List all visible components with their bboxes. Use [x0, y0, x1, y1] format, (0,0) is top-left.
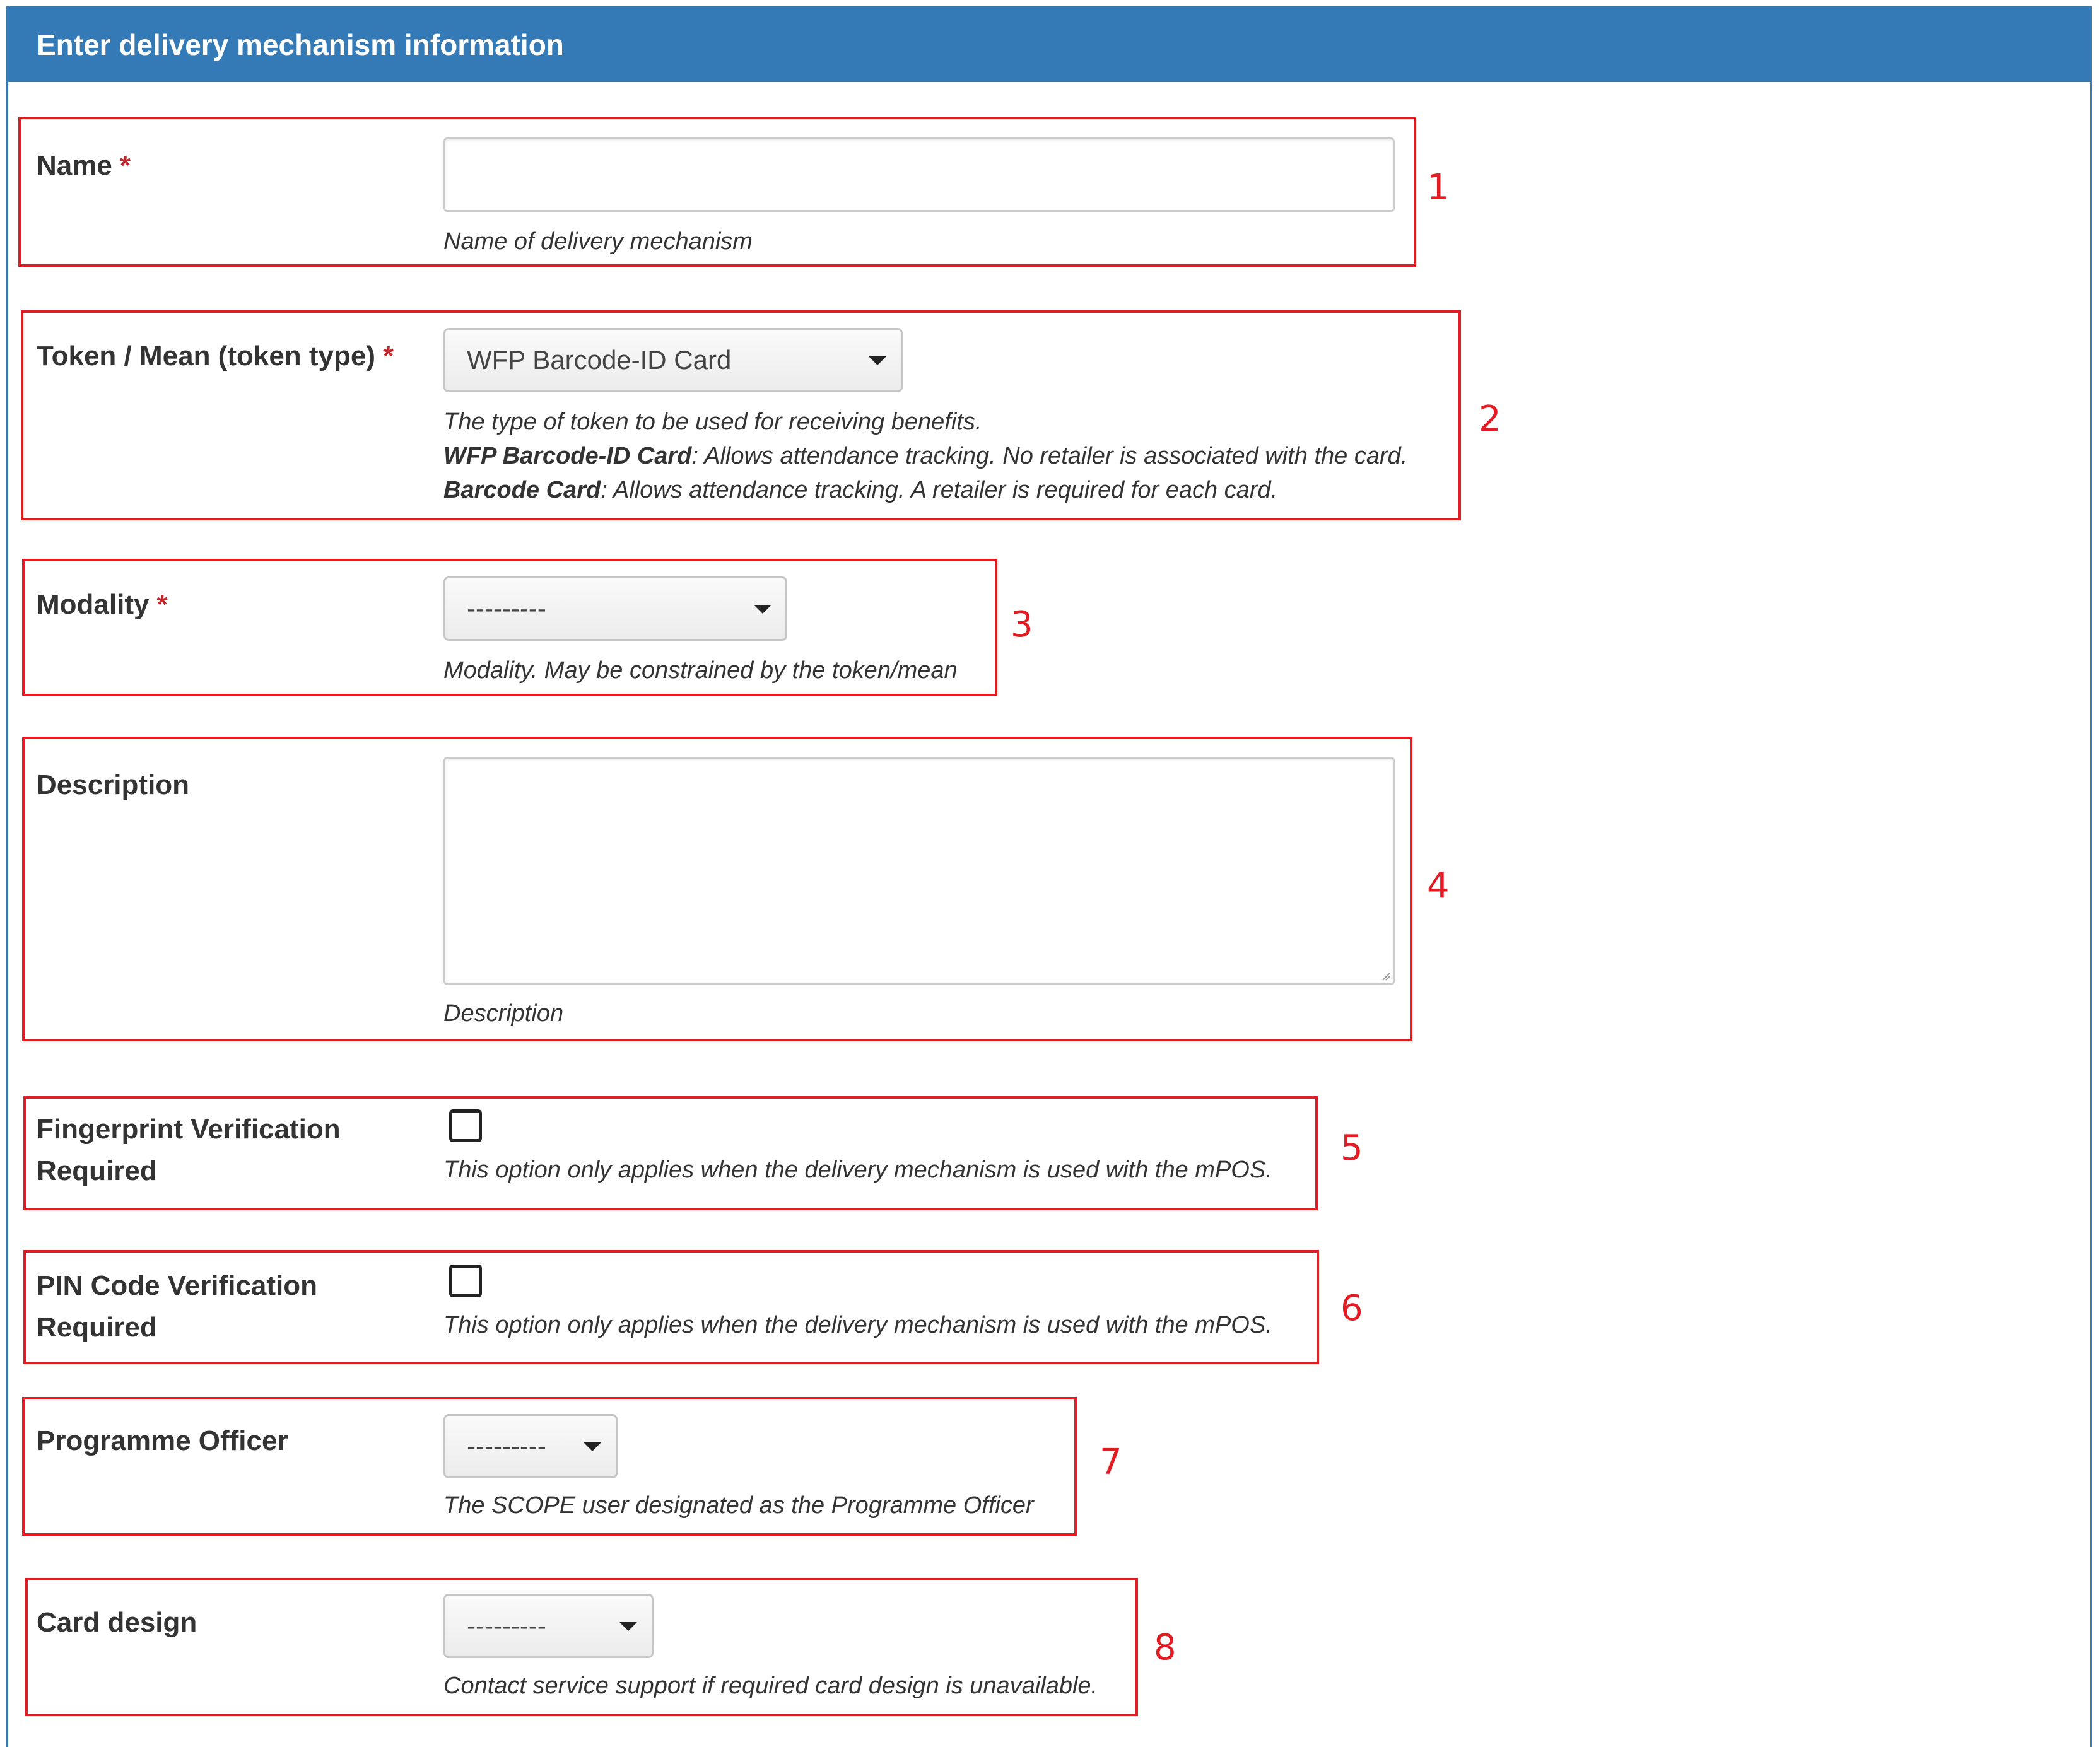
wfp-barcode-id-card-description: : Allows attendance tracking. No retailer is associated with the card.	[691, 443, 1408, 469]
annotation-number-4: 4	[1427, 865, 1450, 906]
description-textarea[interactable]	[443, 757, 1395, 985]
annotation-number-5: 5	[1340, 1128, 1363, 1169]
token-help-line1: The type of token to be used for receiving benefits.	[443, 409, 982, 435]
annotation-number-1: 1	[1427, 167, 1450, 208]
modality-selected-value: ---------	[467, 593, 546, 623]
pin-label-line1: PIN Code Verification	[37, 1270, 317, 1301]
description-help-text: Description	[443, 1000, 564, 1027]
name-label-text: Name	[37, 150, 112, 181]
required-marker: *	[156, 589, 168, 620]
required-marker: *	[383, 341, 394, 371]
name-label	[37, 145, 131, 187]
token-type-selected-value: WFP Barcode-ID Card	[467, 345, 732, 375]
annotation-number-8: 8	[1154, 1627, 1176, 1668]
resize-handle-icon[interactable]	[1381, 972, 1390, 981]
modality-label	[37, 584, 168, 626]
modality-select[interactable]	[443, 576, 787, 641]
fingerprint-label-line1: Fingerprint Verification	[37, 1114, 341, 1145]
token-type-select[interactable]	[443, 328, 903, 392]
annotation-number-7: 7	[1100, 1442, 1122, 1483]
pin-verification-checkbox[interactable]	[449, 1265, 482, 1297]
card-design-label: Card design	[37, 1607, 197, 1638]
card-design-selected-value: ---------	[467, 1611, 546, 1640]
chevron-down-icon	[584, 1442, 601, 1451]
annotation-number-2: 2	[1479, 399, 1501, 440]
chevron-down-icon	[869, 356, 886, 365]
card-design-select[interactable]	[443, 1594, 654, 1658]
annotation-number-6: 6	[1340, 1288, 1363, 1329]
token-help-line3	[443, 473, 1277, 507]
programme-officer-help-text: The SCOPE user designated as the Programme Officer	[443, 1492, 1034, 1519]
barcode-card-description: : Allows attendance tracking. A retailer is required for each card.	[601, 477, 1278, 503]
required-marker: *	[119, 150, 131, 181]
chevron-down-icon	[619, 1622, 637, 1631]
programme-officer-selected-value: ---------	[467, 1431, 546, 1461]
programme-officer-label: Programme Officer	[37, 1425, 288, 1456]
token-label-text: Token / Mean (token type)	[37, 341, 376, 371]
token-help-line2	[443, 439, 1407, 473]
fingerprint-help-text: This option only applies when the delivery mechanism is used with the mPOS.	[443, 1157, 1272, 1183]
pin-label-line2: Required	[37, 1312, 157, 1343]
modality-label-text: Modality	[37, 589, 150, 620]
description-label: Description	[37, 769, 190, 800]
name-input[interactable]	[443, 137, 1395, 212]
annotation-number-3: 3	[1011, 604, 1033, 645]
pin-help-text: This option only applies when the delivery mechanism is used with the mPOS.	[443, 1312, 1272, 1338]
card-design-help-text: Contact service support if required card design is unavailable.	[443, 1673, 1098, 1699]
programme-officer-select[interactable]	[443, 1414, 618, 1478]
panel-title: Enter delivery mechanism information	[8, 8, 2090, 82]
barcode-card-term: Barcode Card	[443, 477, 601, 503]
chevron-down-icon	[754, 605, 771, 614]
fingerprint-verification-checkbox[interactable]	[449, 1109, 482, 1142]
token-label	[37, 336, 394, 377]
wfp-barcode-id-card-term: WFP Barcode-ID Card	[443, 443, 692, 469]
name-help-text: Name of delivery mechanism	[443, 228, 753, 255]
fingerprint-label-line2: Required	[37, 1155, 157, 1186]
modality-help-text: Modality. May be constrained by the token/mean	[443, 657, 958, 684]
